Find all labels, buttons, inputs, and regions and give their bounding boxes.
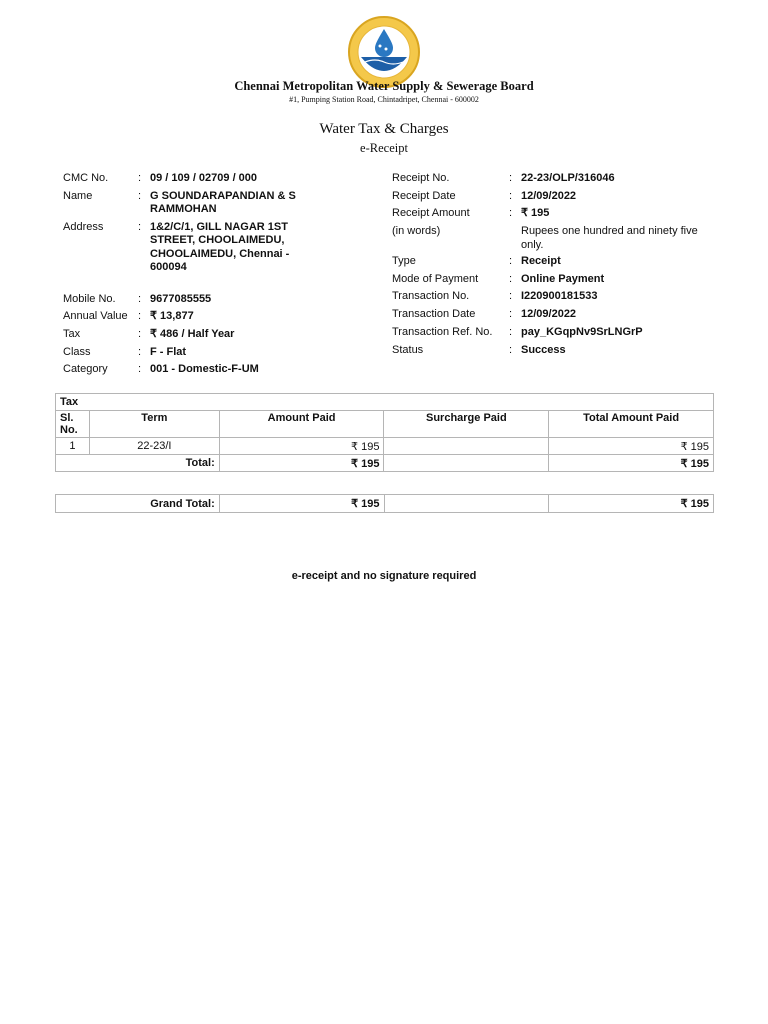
field-label: Mode of Payment xyxy=(392,272,479,285)
tax-caption-row xyxy=(56,394,714,411)
consumer-details xyxy=(63,172,363,381)
total-label: Total: xyxy=(56,455,220,472)
colon: : xyxy=(509,255,513,268)
field-name xyxy=(63,190,363,221)
field-label: Tax xyxy=(63,328,81,341)
field-label: Status xyxy=(392,343,424,356)
cell-amount-paid: ₹ 195 xyxy=(219,438,384,455)
field-value: Online Payment xyxy=(521,272,605,285)
field-annual-value xyxy=(63,310,363,328)
field-receipt-no xyxy=(392,172,722,190)
field-label: Transaction Ref. No. xyxy=(392,325,493,338)
field-value: 001 - Domestic-F-UM xyxy=(150,363,259,376)
column-header-amount-paid: Amount Paid xyxy=(219,411,384,438)
field-value: G SOUNDARAPANDIAN & S RAMMOHAN xyxy=(150,189,296,216)
colon: : xyxy=(509,207,513,220)
receipt-details xyxy=(392,172,722,361)
field-value: 1&2/C/1, GILL NAGAR 1ST STREET, CHOOLAIMEDU, CHOOLAIMEDU, Chennai - 600094 xyxy=(150,220,290,274)
colon: : xyxy=(509,189,513,202)
org-name: Chennai Metropolitan Water Supply & Sewerage Board xyxy=(234,79,534,93)
grand-total-table xyxy=(55,494,714,513)
colon: : xyxy=(509,272,513,285)
field-mode-of-payment xyxy=(392,273,722,291)
field-receipt-date xyxy=(392,190,722,208)
tax-caption: Tax xyxy=(56,394,714,411)
colon: : xyxy=(509,290,513,303)
field-label: Type xyxy=(392,255,416,268)
grand-total-row xyxy=(56,495,714,513)
field-value: Receipt xyxy=(521,255,561,268)
total-row xyxy=(56,455,714,472)
cell-surcharge-paid xyxy=(384,438,549,455)
field-label: Annual Value xyxy=(63,310,128,323)
grand-total-amount: ₹ 195 xyxy=(219,495,384,513)
tax-table xyxy=(55,393,714,472)
field-label: Receipt Amount xyxy=(392,207,470,220)
cell-total-amount-paid: ₹ 195 xyxy=(549,438,714,455)
field-value: 22-23/OLP/316046 xyxy=(521,172,615,184)
column-header-surcharge-paid: Surcharge Paid xyxy=(384,411,549,438)
page-subtitle: e-Receipt xyxy=(360,141,408,155)
colon: : xyxy=(138,292,142,305)
field-label: Receipt Date xyxy=(392,189,456,202)
field-value: 09 / 109 / 02709 / 000 xyxy=(150,172,258,184)
field-value: 12/09/2022 xyxy=(521,308,577,321)
tax-header-row xyxy=(56,411,714,438)
field-class xyxy=(63,346,363,364)
colon: : xyxy=(138,220,142,233)
grand-total-total: ₹ 195 xyxy=(549,495,714,513)
column-header-term: Term xyxy=(89,411,219,438)
field-value: Rupees one hundred and ninety five only. xyxy=(521,225,698,251)
field-value: I220900181533 xyxy=(521,290,598,303)
colon: : xyxy=(138,328,142,341)
field-receipt-amount xyxy=(392,207,722,225)
total-surcharge-paid xyxy=(384,455,549,472)
footer-note: e-receipt and no signature required xyxy=(291,570,477,582)
field-label: Category xyxy=(63,363,108,376)
page-title: Water Tax & Charges xyxy=(319,121,449,137)
colon: : xyxy=(138,310,142,323)
field-type xyxy=(392,255,722,273)
colon: : xyxy=(509,343,513,356)
field-value: pay_KGqpNv9SrLNGrP xyxy=(521,325,643,338)
field-label: Class xyxy=(63,345,91,358)
field-label: CMC No. xyxy=(63,172,109,184)
field-label: Transaction No. xyxy=(392,290,470,303)
table-row xyxy=(56,438,714,455)
colon: : xyxy=(509,325,513,338)
colon: : xyxy=(509,308,513,321)
cell-sl-no: 1 xyxy=(56,438,90,455)
field-address xyxy=(63,221,363,293)
field-value: 12/09/2022 xyxy=(521,189,577,202)
field-value: Success xyxy=(521,343,566,356)
colon: : xyxy=(509,172,513,184)
field-label: Receipt No. xyxy=(392,172,450,184)
field-transaction-ref-no xyxy=(392,326,722,344)
grand-total-label: Grand Total: xyxy=(56,495,220,513)
field-transaction-date xyxy=(392,308,722,326)
field-label: (in words) xyxy=(392,225,441,238)
field-label: Mobile No. xyxy=(63,292,116,305)
field-amount-in-words xyxy=(392,225,722,255)
field-value: ₹ 195 xyxy=(521,207,550,220)
field-cmc-no xyxy=(63,172,363,190)
field-label: Transaction Date xyxy=(392,308,476,321)
column-header-sl-no: Sl. No. xyxy=(56,411,90,438)
colon: : xyxy=(138,189,142,202)
colon: : xyxy=(138,172,142,184)
column-header-total-amount-paid: Total Amount Paid xyxy=(549,411,714,438)
field-value: 9677085555 xyxy=(150,292,212,305)
field-value: F - Flat xyxy=(150,345,187,358)
total-total-amount-paid: ₹ 195 xyxy=(549,455,714,472)
field-label: Name xyxy=(63,189,93,202)
grand-total-surcharge xyxy=(384,495,549,513)
field-category xyxy=(63,363,363,381)
field-label: Address xyxy=(63,220,104,233)
field-mobile-no xyxy=(63,293,363,311)
cell-term: 22-23/I xyxy=(89,438,219,455)
cmwssb-logo xyxy=(347,15,421,89)
field-status xyxy=(392,344,722,362)
field-value: ₹ 486 / Half Year xyxy=(150,328,235,341)
colon: : xyxy=(138,363,142,376)
field-transaction-no xyxy=(392,290,722,308)
colon: : xyxy=(138,345,142,358)
total-amount-paid: ₹ 195 xyxy=(219,455,384,472)
org-address: #1, Pumping Station Road, Chintadripet, Chennai - 600002 xyxy=(289,95,479,104)
field-value: ₹ 13,877 xyxy=(150,310,194,323)
field-tax xyxy=(63,328,363,346)
